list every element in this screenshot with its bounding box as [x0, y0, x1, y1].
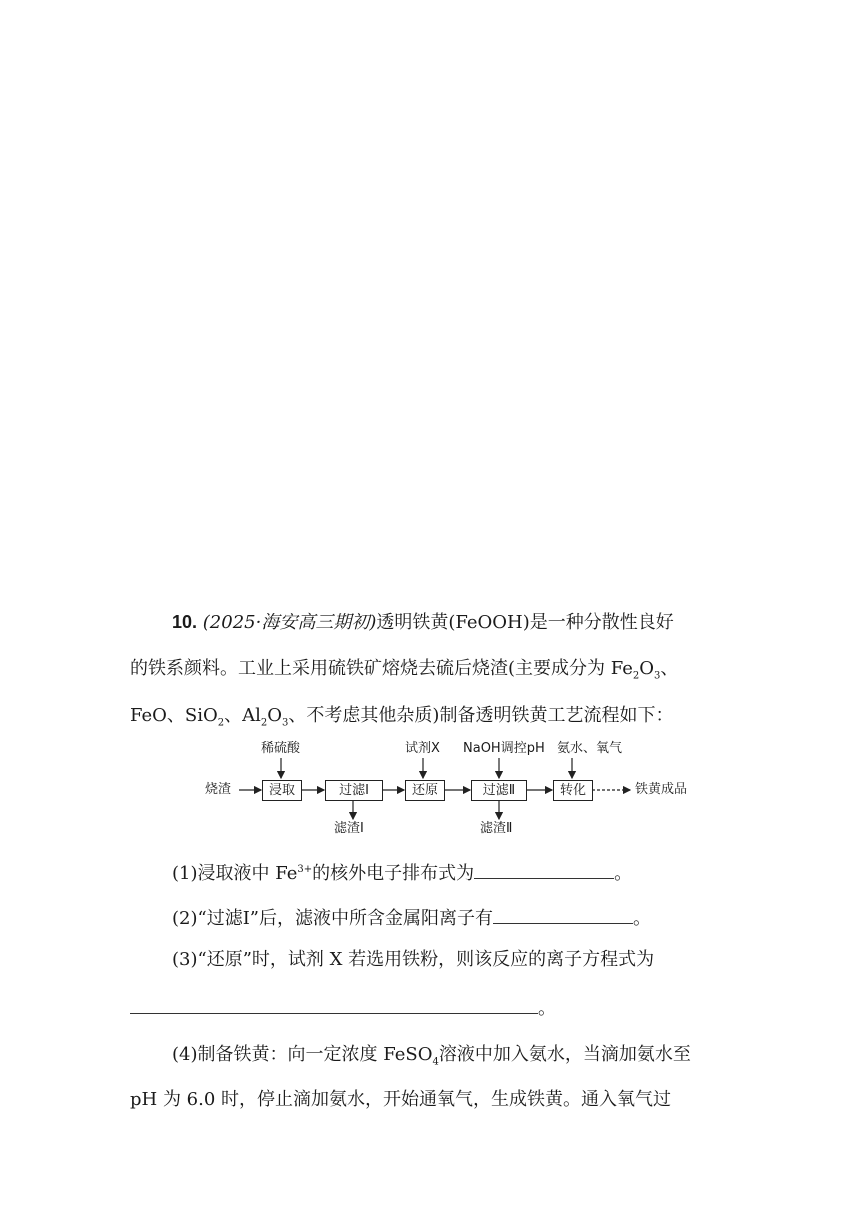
q2-end: 。 [633, 908, 652, 929]
flow-step-filter-1: 过滤Ⅰ [325, 780, 383, 801]
subscript: 2 [632, 670, 640, 682]
subscript: 3 [654, 670, 661, 682]
flow-start-label: 烧渣 [205, 782, 232, 797]
subscript: 3 [282, 717, 289, 729]
answer-blank-3[interactable] [130, 995, 538, 1014]
question-line-1 [172, 610, 782, 635]
q1-end: 。 [614, 863, 633, 884]
flow-end-label: 铁黄成品 [635, 782, 688, 797]
q3-text: (3)“还原”时，试剂 X 若选用铁粉，则该反应的离子方程式为 [172, 949, 655, 970]
q4-text-line-2: pH 为 6.0 时，停止滴加氨水，开始通氧气，生成铁黄。通入氧气过 [130, 1089, 672, 1110]
question-text-3b: 、Al [224, 705, 261, 726]
q4-text-a: (4)制备铁黄：向一定浓度 FeSO [172, 1044, 433, 1065]
question-text-3d: 、不考虑其他杂质)制备透明铁黄工艺流程如下： [288, 705, 674, 726]
input-label-reagent-x: 试剂X [405, 741, 440, 756]
q1-text-b: 的核外电子排布式为 [312, 863, 475, 884]
q4-text-b: 溶液中加入氨水，当滴加氨水至 [438, 1044, 691, 1065]
answer-blank-2[interactable] [493, 905, 633, 924]
question-source: (2025·海安高三期初) [202, 612, 377, 633]
output-label-residue-2: 滤渣Ⅱ [480, 821, 513, 836]
sub-question-3-blank-line [130, 995, 740, 1021]
flow-step-reduce: 还原 [405, 780, 445, 801]
subscript: 4 [432, 1056, 439, 1068]
question-number: 10. [172, 612, 198, 632]
answer-blank-1[interactable] [474, 860, 614, 879]
input-label-ammonia-oxygen: 氨水、氧气 [557, 741, 623, 756]
flow-step-filter-2: 过滤Ⅱ [471, 780, 527, 801]
question-text-2c: 、 [660, 658, 679, 679]
question-text-2b: O [639, 658, 655, 679]
question-line-3 [130, 704, 740, 728]
sub-question-4 [172, 1043, 782, 1067]
output-label-residue-1: 滤渣Ⅰ [334, 821, 364, 836]
input-label-acid: 稀硫酸 [261, 741, 301, 756]
process-flow-diagram [205, 740, 705, 840]
question-text-3a: FeO、SiO [130, 705, 218, 726]
question-text-2a: 的铁系颜料。工业上采用硫铁矿熔烧去硫后烧渣(主要成分为 Fe [130, 658, 633, 679]
question-text-1: 透明铁黄(FeOOH)是一种分散性良好 [376, 612, 674, 633]
input-label-naoh: NaOH调控pH [463, 741, 545, 756]
subscript: 2 [260, 717, 268, 729]
superscript: 3+ [297, 864, 313, 875]
sub-question-4-line-2 [130, 1088, 740, 1112]
q3-end: 。 [538, 998, 556, 1019]
question-line-2 [130, 657, 740, 681]
sub-question-1 [172, 860, 782, 886]
flow-step-convert: 转化 [553, 780, 593, 801]
sub-question-2 [172, 905, 782, 931]
q2-text: (2)“过滤Ⅰ”后，滤液中所含金属阳离子有 [172, 908, 494, 929]
subscript: 2 [217, 717, 225, 729]
question-text-3c: O [267, 705, 283, 726]
flow-step-leach: 浸取 [262, 780, 302, 801]
sub-question-3 [172, 948, 782, 972]
q1-text-a: (1)浸取液中 Fe [172, 863, 298, 884]
